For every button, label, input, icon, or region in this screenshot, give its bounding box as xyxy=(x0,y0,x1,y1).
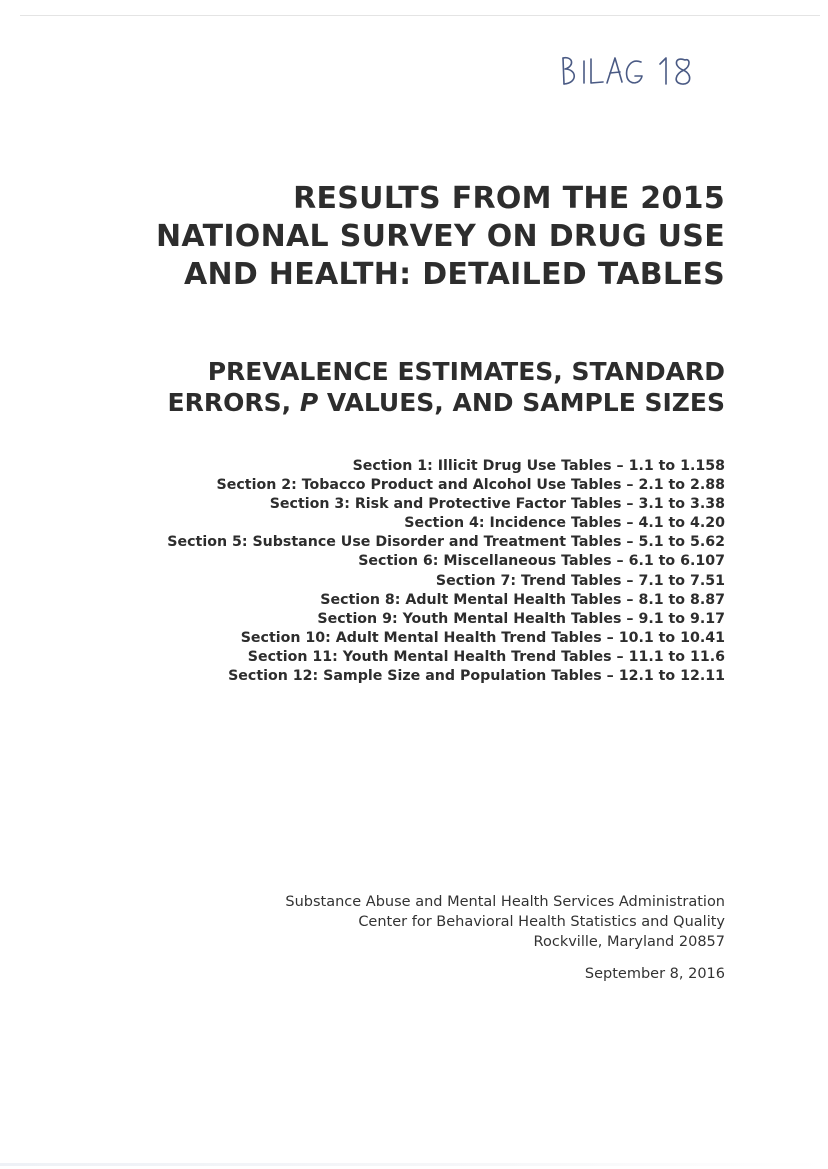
section-item-7: Section 7: Trend Tables – 7.1 to 7.51 xyxy=(435,572,725,589)
handwritten-bilag-18-icon xyxy=(557,52,727,92)
section-item-6: Section 6: Miscellaneous Tables – 6.1 to 6.107 xyxy=(358,553,725,570)
section-item-4: Section 4: Incidence Tables – 4.1 to 4.20 xyxy=(404,515,725,532)
scan-edge-bottom xyxy=(0,1163,828,1166)
publication-date: September 8, 2016 xyxy=(584,966,725,982)
subtitle-line-1: PREVALENCE ESTIMATES, STANDARD xyxy=(207,357,725,386)
report-subtitle xyxy=(168,356,725,418)
publisher-center: Center for Behavioral Health Statistics and Quality xyxy=(358,914,725,930)
publisher-agency: Substance Abuse and Mental Health Services Administration xyxy=(285,894,725,910)
subtitle-line-2-prefix: ERRORS, xyxy=(167,388,300,417)
section-item-1: Section 1: Illicit Drug Use Tables – 1.1 to 1.158 xyxy=(352,458,725,474)
section-item-3: Section 3: Risk and Protective Factor Tables – 3.1 to 3.38 xyxy=(269,496,725,513)
section-item-11: Section 11: Youth Mental Health Trend Tables – 11.1 to 11.6 xyxy=(247,648,725,665)
title-line-2: NATIONAL SURVEY ON DRUG USE xyxy=(155,219,725,254)
publisher-location: Rockville, Maryland 20857 xyxy=(533,934,725,950)
title-line-3: AND HEALTH: DETAILED TABLES xyxy=(183,257,725,292)
subtitle-italic-p: P xyxy=(299,388,319,417)
title-line-1: RESULTS FROM THE 2015 xyxy=(293,181,725,216)
section-list xyxy=(167,457,725,686)
section-item-10: Section 10: Adult Mental Health Trend Tables – 10.1 to 10.41 xyxy=(240,629,725,646)
scan-edge-top xyxy=(20,15,820,16)
publisher-block xyxy=(285,892,725,952)
subtitle-line-2 xyxy=(168,387,725,418)
section-item-2: Section 2: Tobacco Product and Alcohol Use Tables – 2.1 to 2.88 xyxy=(216,477,725,494)
section-item-5: Section 5: Substance Use Disorder and Treatment Tables – 5.1 to 5.62 xyxy=(167,534,725,551)
section-item-8: Section 8: Adult Mental Health Tables – 8.1 to 8.87 xyxy=(320,591,725,608)
report-title xyxy=(156,180,725,294)
handwritten-annotation xyxy=(557,52,727,92)
section-item-9: Section 9: Youth Mental Health Tables – 9.1 to 9.17 xyxy=(317,610,725,627)
section-item-12: Section 12: Sample Size and Population Tables – 12.1 to 12.11 xyxy=(228,668,725,685)
subtitle-line-2-suffix: VALUES, AND SAMPLE SIZES xyxy=(318,388,725,417)
